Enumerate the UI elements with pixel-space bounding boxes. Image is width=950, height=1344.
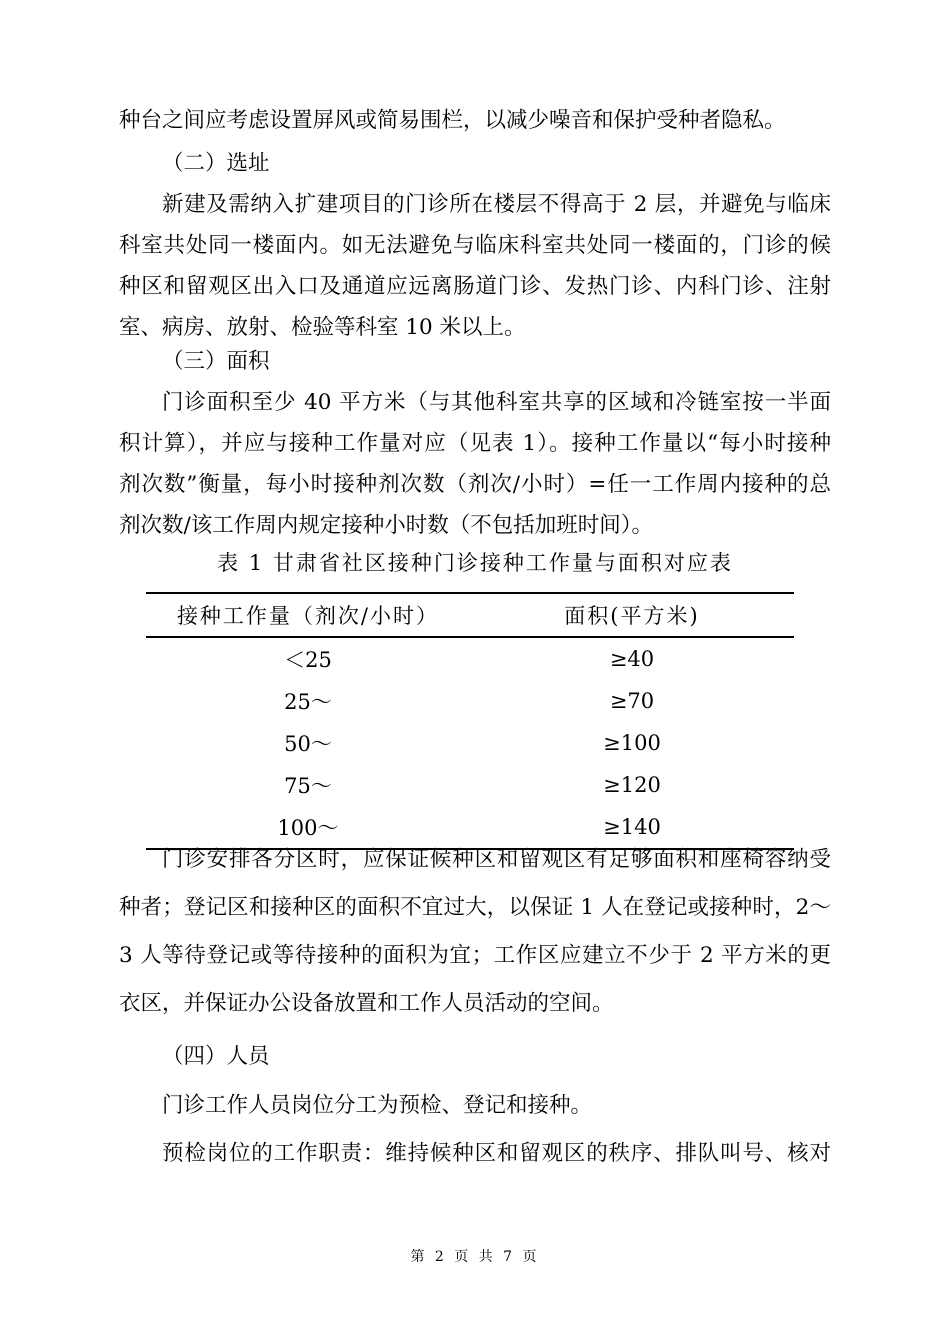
- text-line: 剂次数”衡量，每小时接种剂次数（剂次/小时）=任一工作周内接种的总: [119, 472, 831, 497]
- paragraph-partition: [119, 100, 831, 141]
- text-line: 积计算），并应与接种工作量对应（见表 1）。接种工作量以“每小时接种: [119, 431, 831, 456]
- table-cell: 50～: [284, 732, 332, 756]
- table-cell: ≥140: [603, 815, 661, 839]
- column-header-workload: 接种工作量（剂次/小时）: [176, 604, 440, 628]
- text-line: 3 人等待登记或等待接种的面积为宜；工作区应建立不少于 2 平方米的更: [119, 943, 831, 968]
- table-cell: 75～: [284, 774, 332, 798]
- table-header-row: [146, 593, 794, 637]
- text-line: 门诊面积至少 40 平方米（与其他科室共享的区域和冷链室按一半面: [162, 390, 831, 415]
- section-heading-area: （三）面积: [162, 349, 270, 374]
- section-heading-staff: （四）人员: [162, 1044, 270, 1069]
- paragraph-site: [119, 184, 831, 348]
- table-cell: 25～: [284, 690, 332, 714]
- text-line: 门诊安排各分区时，应保证候种区和留观区有足够面积和座椅容纳受: [162, 847, 831, 872]
- text-line: 种者；登记区和接种区的面积不宜过大，以保证 1 人在登记或接种时，2～: [119, 895, 831, 920]
- table-row: [146, 764, 794, 806]
- table-cell: ≥40: [609, 647, 655, 671]
- table-cell: 100～: [277, 816, 339, 840]
- text-line: 新建及需纳入扩建项目的门诊所在楼层不得高于 2 层，并避免与临床: [162, 192, 831, 217]
- text-line: 科室共处同一楼面内。如无法避免与临床科室共处同一楼面的，门诊的候: [119, 233, 831, 258]
- text-line: 剂次数/该工作周内规定接种小时数（不包括加班时间）。: [119, 513, 653, 538]
- area-table: [146, 592, 794, 850]
- table-cell: ＜25: [284, 648, 332, 672]
- page-number-footer: 第 2 页 共 7 页: [410, 1249, 540, 1265]
- table-row: [146, 722, 794, 764]
- text-line: 室、病房、放射、检验等科室 10 米以上。: [119, 315, 526, 340]
- table-cell: ≥100: [603, 731, 661, 755]
- text-line: 衣区，并保证办公设备放置和工作人员活动的空间。: [119, 991, 614, 1016]
- table-caption: 表 1 甘肃省社区接种门诊接种工作量与面积对应表: [217, 551, 733, 575]
- paragraph-precheck: [119, 1130, 831, 1178]
- column-header-area: 面积(平方米): [564, 604, 700, 628]
- table-row: [146, 680, 794, 722]
- paragraph-staff: [119, 1082, 831, 1130]
- text-line: 种区和留观区出入口及通道应远离肠道门诊、发热门诊、内科门诊、注射: [119, 274, 831, 299]
- paragraph-zones: [119, 836, 831, 1028]
- table-cell: ≥120: [603, 773, 661, 797]
- text-line: 门诊工作人员岗位分工为预检、登记和接种。: [162, 1093, 593, 1118]
- paragraph-area: [119, 382, 831, 546]
- text-line: 预检岗位的工作职责：维持候种区和留观区的秩序、排队叫号、核对: [162, 1141, 831, 1166]
- table-cell: ≥70: [609, 689, 655, 713]
- section-heading-site: （二）选址: [162, 151, 270, 176]
- table-row: [146, 637, 794, 680]
- text-line: 种台之间应考虑设置屏风或简易围栏，以减少噪音和保护受种者隐私。: [119, 108, 786, 133]
